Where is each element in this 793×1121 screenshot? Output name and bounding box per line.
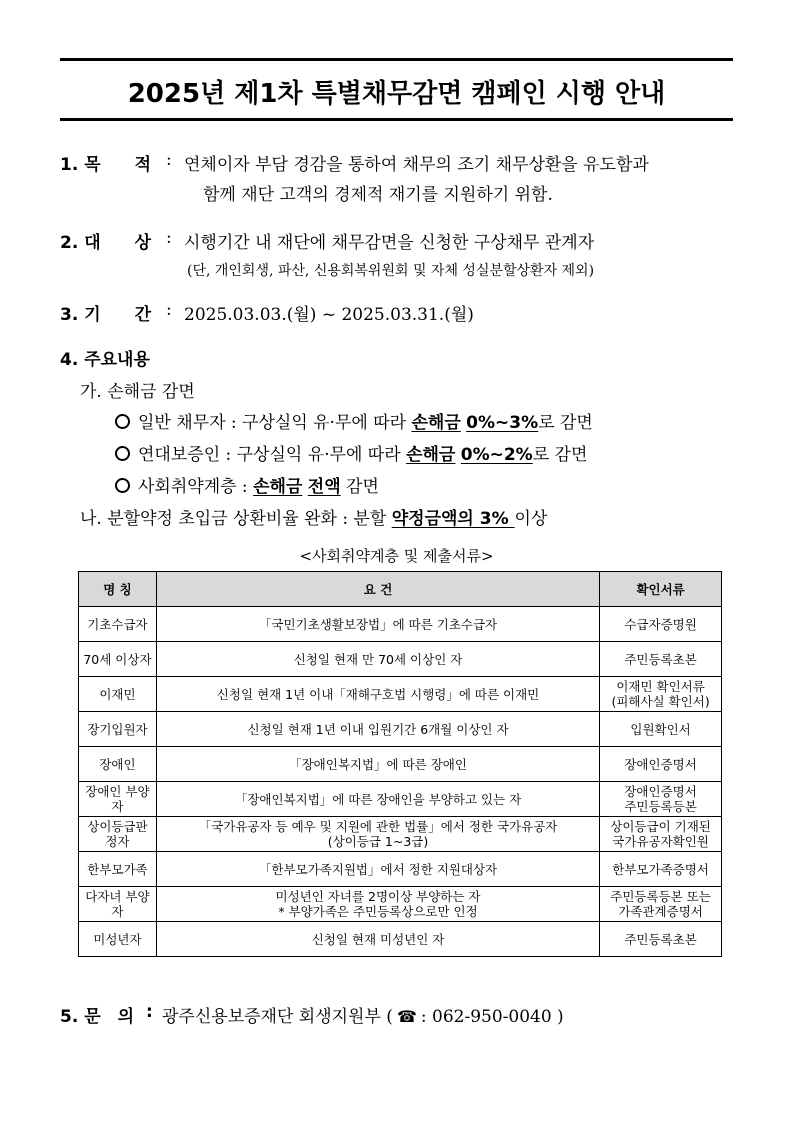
table-caption: <사회취약계층 및 제출서류> [299, 547, 494, 565]
cell-requirement: 「국민기초생활보장법」에 따른 기초수급자 [156, 607, 599, 642]
cell-name: 미성년자 [79, 922, 157, 957]
cell-documents: 수급자증명원 [600, 607, 722, 642]
cell-name: 장기입원자 [79, 712, 157, 747]
section4-item3: 사회취약계층 : 손해금 전액 감면 [115, 472, 379, 497]
cell-name: 이재민 [79, 677, 157, 712]
phone-icon: ☎ [396, 1007, 417, 1026]
cell-name: 다자녀 부양자 [79, 887, 157, 922]
cell-documents: 상이등급이 기재된 국가유공자확인원 [600, 817, 722, 852]
circle-bullet-icon [115, 478, 130, 493]
cell-requirement: 신청일 현재 1년 이내 입원기간 6개월 이상인 자 [156, 712, 599, 747]
table-row [79, 922, 722, 957]
cell-documents: 이재민 확인서류 (피해사실 확인서) [600, 677, 722, 712]
header-name: 명 칭 [79, 572, 157, 607]
header-documents: 확인서류 [600, 572, 722, 607]
vulnerable-groups-table [78, 571, 722, 957]
document-title: 2025년 제1차 특별채무감면 캠페인 시행 안내 [127, 79, 666, 109]
cell-name: 기초수급자 [79, 607, 157, 642]
cell-requirement: 신청일 현재 미성년인 자 [156, 922, 599, 957]
section2-line2: (단, 개인회생, 파산, 신용회복위원회 및 자체 성실분할상환자 제외) [187, 263, 595, 279]
section1-line1: 연체이자 부담 경감을 통하여 채무의 조기 채무상환을 유도함과 [184, 155, 649, 175]
table-row [79, 642, 722, 677]
cell-name: 70세 이상자 [79, 642, 157, 677]
table-row [79, 782, 722, 817]
section3-period: 2025.03.03.(월) ~ 2025.03.31.(월) [184, 305, 474, 325]
cell-documents: 주민등록등본 또는 가족관계증명서 [600, 887, 722, 922]
cell-requirement: 신청일 현재 1년 이내「재해구호법 시행령」에 따른 이재민 [156, 677, 599, 712]
section2-label: 2. 대 상 [60, 233, 152, 253]
cell-documents: 장애인증명서 [600, 747, 722, 782]
cell-name: 한부모가족 [79, 852, 157, 887]
table-row [79, 677, 722, 712]
section1-line2: 함께 재단 고객의 경제적 재기를 지원하기 위함. [203, 185, 553, 205]
cell-documents: 한부모가족증명서 [600, 852, 722, 887]
cell-requirement: 「장애인복지법」에 따른 장애인 [156, 747, 599, 782]
header-requirement: 요 건 [156, 572, 599, 607]
table-header-row [79, 572, 722, 607]
section4-item1: 일반 채무자 : 구상실익 유·무에 따라 손해금 0%~3%로 감면 [115, 408, 593, 433]
table-row [79, 747, 722, 782]
cell-requirement: 「장애인복지법」에 따른 장애인을 부양하고 있는 자 [156, 782, 599, 817]
section5-label: 5. 문 의 [60, 1007, 135, 1027]
cell-documents: 장애인증명서 주민등록등본 [600, 782, 722, 817]
section2-colon: : [166, 228, 172, 248]
cell-requirement: 「한부모가족지원법」에서 정한 지원대상자 [156, 852, 599, 887]
table-row [79, 887, 722, 922]
top-rule [60, 58, 733, 61]
section1-colon: : [166, 150, 172, 170]
section1-label: 1. 목 적 [60, 155, 152, 175]
cell-documents: 입원확인서 [600, 712, 722, 747]
circle-bullet-icon [115, 446, 130, 461]
cell-name: 상이등급판정자 [79, 817, 157, 852]
table-row [79, 817, 722, 852]
table-row [79, 852, 722, 887]
cell-documents: 주민등록초본 [600, 922, 722, 957]
cell-name: 장애인 [79, 747, 157, 782]
table-row [79, 607, 722, 642]
cell-documents: 주민등록초본 [600, 642, 722, 677]
section5-colon: : [146, 1002, 153, 1022]
section4-ga: 가. 손해금 감면 [80, 382, 195, 402]
cell-requirement: 신청일 현재 만 70세 이상인 자 [156, 642, 599, 677]
cell-name: 장애인 부양자 [79, 782, 157, 817]
section4-item2: 연대보증인 : 구상실익 유·무에 따라 손해금 0%~2%로 감면 [115, 440, 587, 465]
section2-line1: 시행기간 내 재단에 채무감면을 신청한 구상채무 관계자 [184, 233, 595, 253]
section3-label: 3. 기 간 [60, 305, 152, 325]
section3-colon: : [166, 300, 172, 320]
cell-requirement: 미성년인 자녀를 2명이상 부양하는 자 * 부양가족은 주민등록상으로만 인정 [156, 887, 599, 922]
circle-bullet-icon [115, 414, 130, 429]
table-row [79, 712, 722, 747]
section5-contact: 광주신용보증재단 회생지원부 ( ☎ : 062-950-0040 ) [162, 1007, 564, 1027]
cell-requirement: 「국가유공자 등 예우 및 지원에 관한 법률」에서 정한 국가유공자 (상이등급 1~3급) [156, 817, 599, 852]
title-bottom-rule [60, 118, 733, 121]
section4-label: 4. 주요내용 [60, 350, 150, 370]
section4-na: 나. 분할약정 초입금 상환비율 완화 : 분할 약정금액의 3% 이상 [80, 509, 548, 529]
